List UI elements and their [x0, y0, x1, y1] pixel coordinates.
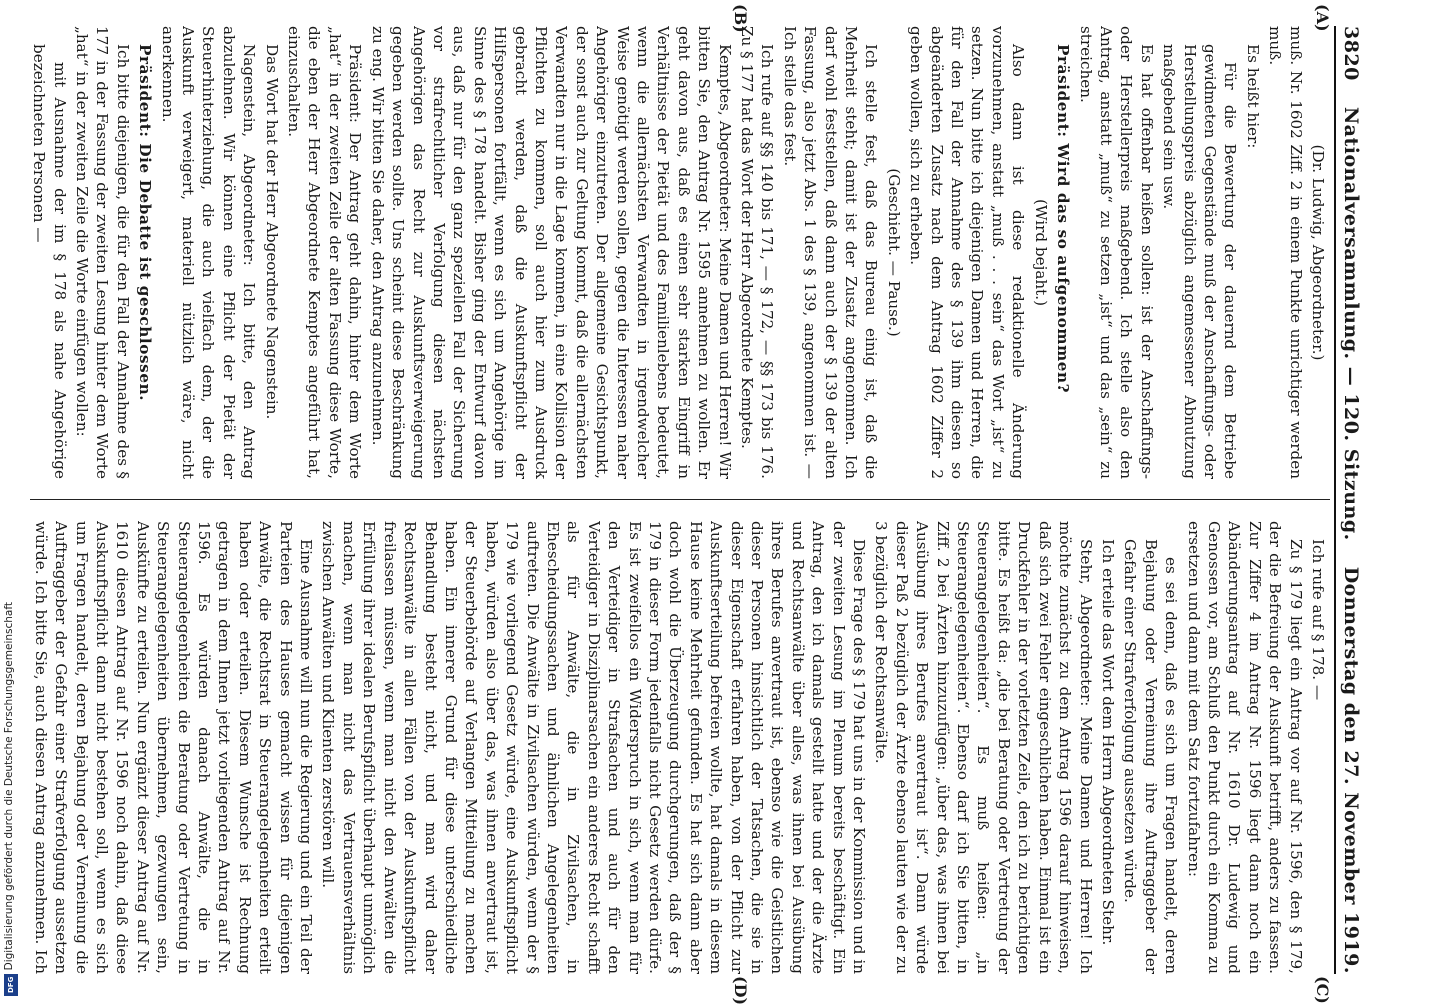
footer-strip	[0, 0, 22, 1000]
paragraph: Präsident: Wird das so aufgenommen?	[1054, 44, 1073, 394]
paragraph: Das Wort hat der Herr Abgeordnete Nagenstein.	[262, 44, 281, 420]
speech-kemptes: Kemptes, Abgeordneter: Meine Damen und Herren! Wir bitten Sie, den Antrag Nr. 1595 annehmen zu wollen. Er geht davon aus, daß es einen sehr starken Eingriff in Verhältnisse der Pietät und des Familienlebens bedeutet, wenn die allernächsten Verwandten in irgendwelcher Weise genötigt werden sollen, gegen die Interessen naher Angehöriger einzutreten. Der allgemeine Gesichtspunkt, der sonst auch zur Geltung kommt, daß die allernächsten Verwandten nur in die Lage kommen, in eine Kollision der Pflichten zu kommen, soll auch hier zum Ausdruck gebracht werden, daß die Auskunftspflicht der Hilfspersonen fortfällt, wenn es sich um Angehörige im Sinne des § 178 handelt. Bisher ging der Entwurf davon aus, daß nur für den ganz speziellen Fall der Sicherung vor strafrechtlicher Verfolgung diesen nächsten Angehörigen das Recht zur Auskunftsverweigerung gegeben werden sollte. Uns scheint diese Beschränkung zu eng. Wir bitten Sie daher, den Antrag anzunehmen.	[368, 26, 734, 479]
margin-marker-a: (A)	[1313, 4, 1332, 32]
paragraph: Es hat offenbar heißen sollen: ist der Anschaffungs- oder Herstellerpreis maßgebend. Ich stelle also den Antrag, anstatt „muß“ zu setzen „ist“ und das „sein“ zu streichen.	[1076, 26, 1156, 479]
paragraph: Eine Ausnahme will nun die Regierung und ein Teil der Parteien des Hauses gemacht wissen für diejenigen Anwälte, die Rechtsrat in Steuerangelegenheiten erteilt haben oder erteilen. Diesem Wunsche ist Rechnung getragen in dem Ihnen jetzt vorliegenden Antrag auf Nr. 1596. Es würden danach Anwälte, die in Steuerangelegenheiten die Beratung oder Vertretung in Steuerangelegenheiten übernehmen, gezwungen sein, Auskünfte zu erteilen. Nun ergänzt dieser Antrag auf Nr. 1610 diesen Antrag auf Nr. 1596 noch dahin, daß diese Auskunftspflicht dann nicht bestehen soll, wenn es sich um Fragen handelt, deren Bejahung oder Verneinung die Auftraggeber der Gefahr einer Strafverfolgung aussetzen würde. Ich bitte Sie, auch diesen Antrag anzunehmen. Ich	[31, 521, 316, 974]
speech-nagenstein: Nagenstein, Abgeordneter: Ich bitte, den Antrag abzulehnen. Wir können eine Pflicht der Pietät der Steuerhinterziehung, die auch vielfach dem, der die Auskunft verweigert, materiell nützlich wäre, nicht anerkennen.	[158, 26, 259, 479]
speech-stehr: Stehr, Abgeordneter: Meine Damen und Herren! Ich möchte zunächst zu dem Antrag 1596 darauf hinweisen, daß sich zwei Fehler eingeschlichen haben. Einmal ist ein Druckfehler in der vorletzten Zeile, den ich zu berichtigen bitte. Es heißt da: „die bei Beratung oder Vertretung der Steuerangelegenheiten“. Es muß heißen: „in Steuerangelegenheiten“. Ebenso darf ich Sie bitten, in Ziff. 2 bei Ärzten hinzuzufügen: „über das, was ihnen bei Ausübung ihres Berufes anvertraut ist“. Dann würde dieser Paß 2 bezüglich der Ärzte ebenso lauten wie der zu 3 bezüglich der Rechtsanwälte.	[872, 521, 1095, 974]
right-text-column	[30, 521, 1328, 974]
column-divider	[30, 499, 1330, 500]
margin-marker-c: (C)	[1313, 976, 1332, 1004]
paragraph: Diese Frage des § 179 hat uns in der Kommission und in der zweiten Lesung im Plenum bereits beschäftigt. Ein Antrag, den ich damals gestellt hatte und der die Ärzte und Rechtsanwälte über alles, was ihnen bei Ausübung ihres Berufes anvertraut ist, ebenso wie die Geistlichen dieser Personen hinsichtlich der Tatsachen, die sie in dieser Eigenschaft erfahren haben, von der Pflicht zur Auskunftserteilung befreien wollte, hat damals in diesem Hause keine Mehrheit gefunden. Es hat sich dann aber doch wohl die Überzeugung durchgerungen, daß der § 179 in dieser Form jedenfalls nicht Gesetz werden dürfe. Es ist zweifellos ein Widerspruch in sich, wenn man für den Verteidiger in Strafsachen und auch für den Verteidiger in Disziplinarsachen ein anderes Recht schafft als für Anwälte, die in Zivilsachen, in Ehescheidungssachen und ähnlichen Angelegenheiten auftreten. Die Anwälte in Zivilsachen würden, wenn der § 179 wie vorliegend Gesetz würde, eine Auskunftspflicht haben, würden also über das, was ihnen anvertraut ist, der Steuerbehörde auf Verlangen Mitteilung zu machen haben. Ein innerer Grund für diese unterschiedliche Behandlung besteht nicht, und man wird daher Rechtsanwälte in allen Fällen von der Auskunftspflicht freilassen müssen, wenn man nicht den Anwälten die Erfüllung ihrer idealen Berufspflicht überhaupt unmöglich machen, wenn man nicht das Vertrauensverhältnis zwischen Anwälten und Klienten zerstören will.	[319, 521, 869, 974]
paragraph: Also dann ist diese redaktionelle Änderung vorzunehmen, anstatt „muß . . . sein“ das Wort „ist“ zu setzen. Nun bitte ich diejenigen Damen und Herren, die für den Fall der Annahme des § 139 ihm diesen so abgeänderten Zusatz nach dem Antrag 1602 Ziffer 2 geben wollen, sich zu erheben.	[907, 26, 1028, 479]
stage-direction: (Geschieht. — Pause.)	[884, 168, 903, 337]
paragraph: Ich stelle fest, daß das Bureau einig ist, daß die Mehrheit steht; damit ist der Zusatz angenommen. Ich darf wohl feststellen, daß dann auch der § 139 der alten Fassung, also jetzt Abs. 1 des § 139, angenommen ist. — Ich stelle das fest.	[780, 26, 881, 479]
quotation: mit Ausnahme der im § 178 als nahe Angehörige bezeichneten Personen —	[30, 44, 69, 479]
header-title: Nationalversammlung. — 120. Sitzung.	[1340, 106, 1362, 541]
page-number: 3820	[1340, 26, 1362, 81]
header-date: Donnerstag den 27. November 1919.	[1340, 566, 1362, 974]
margin-marker-b: (B)	[731, 4, 750, 33]
speech-president: Präsident: Die Debatte ist geschlossen.	[136, 44, 155, 402]
left-text-column	[30, 26, 1328, 479]
paragraph: Ich rufe auf § 178. —	[1309, 539, 1327, 701]
dfg-logo: DFG	[4, 974, 18, 996]
quotation: es sei denn, daß es sich um Fragen handelt, deren Bejahung oder Verneinung ihre Auftraggeber der Gefahr einer Strafverfolgung aussetzen würde.	[1121, 539, 1181, 974]
stage-direction: (Wird bejaht.)	[1031, 198, 1050, 307]
paragraph: muß. Nr. 1602 Ziff. 2 in einem Punkte unrichtiger werden muß.	[1266, 26, 1305, 479]
funding-note: Digitalisierung gefördert durch die Deutsche Forschungsgemeinschaft	[3, 601, 15, 970]
paragraph: Es heißt hier:	[1243, 44, 1262, 149]
paragraph: (Dr. Ludwig, Abgeordneter.)	[1309, 144, 1327, 361]
page-header	[1334, 26, 1376, 974]
speech-president: Präsident: Der Antrag geht dahin, hinter dem Worte „hat“ in der zweiten Zeile der alten Fassung diese Worte, die eben der Herr Abgeordnete Kemptes angeführt hat, einzuschalten.	[285, 26, 365, 479]
paragraph: Ich rufe auf §§ 140 bis 171, — § 172, — §§ 173 bis 176. Zu § 177 hat das Wort der Herr Abgeordnete Kemptes.	[738, 26, 777, 479]
paragraph: Ich erteile das Wort dem Herrn Abgeordneten Stehr.	[1098, 539, 1117, 946]
paragraph: Ich bitte diejenigen, die für den Fall der Annahme des § 177 in der Fassung der zweiten Lesung hinter dem Worte „hat“ in der zweiten Zeile die Worte einfügen wollen:	[73, 26, 132, 479]
paragraph: Zu § 179 liegt ein Antrag vor auf Nr. 1596, den § 179, der die Befreiung der Auskunft betrifft, anders zu fassen. Zur Ziffer 4 im Antrag Nr. 1596 liegt dann noch ein Abänderungsantrag auf Nr. 1610 Dr. Ludewig und Genossen vor, am Schluß den Punkt durch ein Komma zu ersetzen und dann mit dem Satz fortzufahren:	[1184, 521, 1305, 974]
quotation: Für die Bewertung der dauernd dem Betriebe gewidmeten Gegenstände muß der Anschaffungs- oder Herstellungspreis abzüglich angemessener Abnutzung maßgebend sein usw.	[1160, 44, 1240, 479]
margin-marker-d: (D)	[731, 976, 750, 1005]
